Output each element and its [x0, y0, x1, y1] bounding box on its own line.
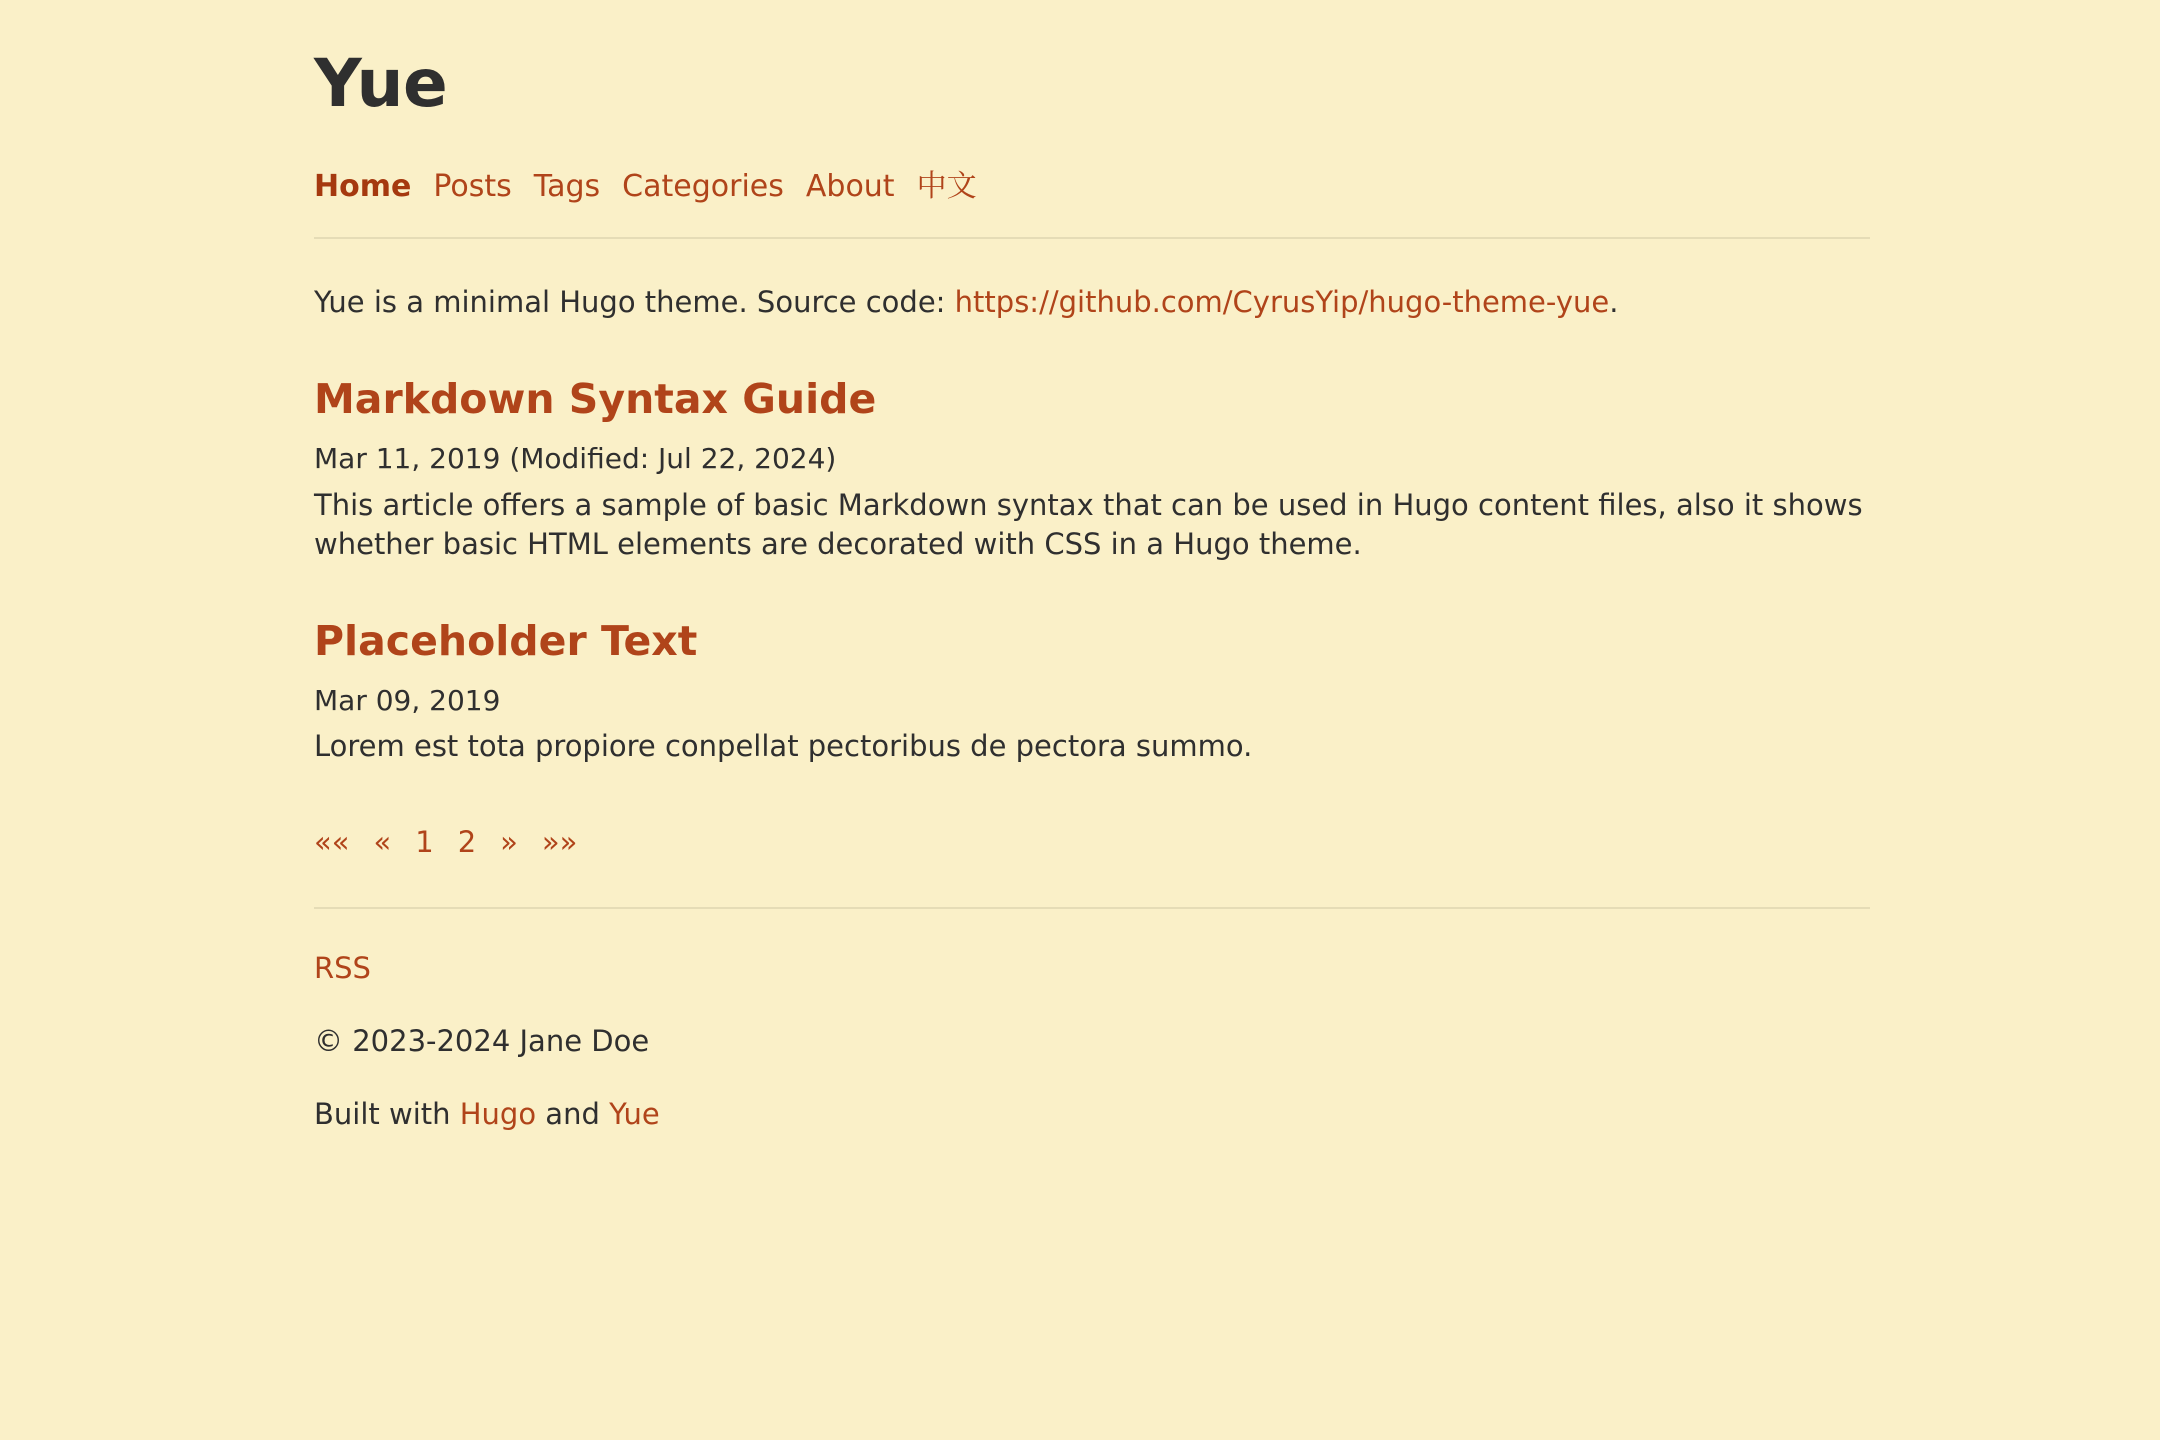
site-description-text: Yue is a minimal Hugo theme. Source code:	[314, 285, 955, 320]
built-with-line	[314, 1095, 1870, 1134]
nav-item-home[interactable]: Home	[314, 169, 412, 205]
pagination-first[interactable]: ««	[314, 824, 350, 859]
post-title-link[interactable]: Placeholder Text	[314, 616, 698, 665]
pagination-prev[interactable]: «	[373, 824, 392, 859]
nav-item-categories[interactable]: Categories	[622, 169, 784, 205]
post-summary: Lorem est tota propiore conpellat pectoribus de pectora summo.	[314, 729, 1253, 764]
main-navigation	[314, 169, 1870, 205]
pagination	[314, 825, 1870, 859]
rss-link[interactable]: RSS	[314, 950, 371, 985]
post-date: Mar 11, 2019 (Modified: Jul 22, 2024)	[314, 442, 837, 476]
post-title-link[interactable]: Markdown Syntax Guide	[314, 375, 877, 424]
pagination-page-2[interactable]: 2	[457, 824, 477, 859]
yue-theme-link[interactable]: Yue	[609, 1096, 660, 1131]
footer-divider	[314, 907, 1870, 909]
nav-item-posts[interactable]: Posts	[433, 169, 512, 205]
post-summary: This article offers a sample of basic Markdown syntax that can be used in Hugo content files, also it shows whether basic HTML elements are decorated with CSS in a Hugo theme.	[314, 488, 1863, 562]
post-date: Mar 09, 2019	[314, 683, 501, 717]
header-divider	[314, 237, 1870, 239]
pagination-last[interactable]: »»	[541, 824, 578, 859]
page-title: Yue	[314, 45, 448, 122]
rss-line	[314, 949, 1870, 988]
built-with-join: and	[536, 1096, 610, 1131]
built-with-prefix: Built with	[314, 1096, 460, 1131]
nav-item-chinese[interactable]: 中文	[916, 169, 977, 205]
site-description-period: .	[1609, 285, 1619, 320]
pagination-page-1[interactable]: 1	[415, 824, 434, 859]
source-code-link[interactable]: https://github.com/CyrusYip/hugo-theme-yue	[954, 285, 1610, 320]
hugo-link[interactable]: Hugo	[459, 1096, 537, 1131]
site-description	[314, 281, 1870, 323]
footer	[314, 949, 1870, 1134]
nav-item-about[interactable]: About	[805, 169, 895, 205]
copyright: © 2023-2024 Jane Doe	[314, 1023, 650, 1058]
pagination-next[interactable]: »	[500, 824, 518, 859]
list-item	[314, 375, 1870, 564]
list-item	[314, 617, 1870, 767]
nav-item-tags[interactable]: Tags	[533, 169, 601, 205]
